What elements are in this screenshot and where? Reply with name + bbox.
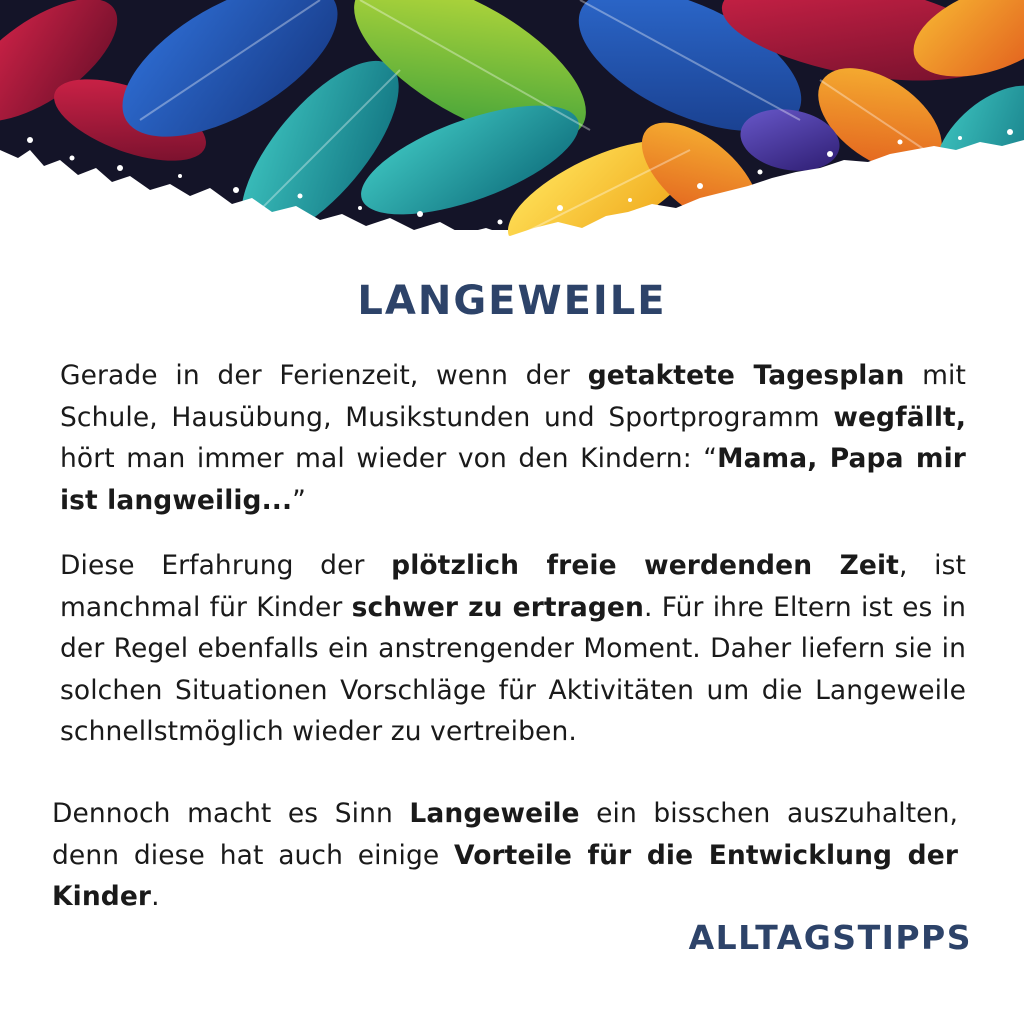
page-title: LANGEWEILE xyxy=(357,278,667,324)
leaves-banner xyxy=(0,0,1024,270)
intro-paragraph: Gerade in der Ferienzeit, wenn der getaktete Tagesplan mit Schule, Hausübung, Musikstunden und Sportprogramm wegfällt, hört man immer mal wieder von den Kindern: “Mama, Papa mir ist langweilig...” xyxy=(60,360,966,516)
colorful-leaves-illustration xyxy=(0,0,1024,270)
conclusion-paragraph: Dennoch macht es Sinn Langeweile ein bisschen auszuhalten, denn diese hat auch einige Vorteile für die Entwicklung der Kinder. xyxy=(52,798,959,912)
footer-label: ALLTAGSTIPPS xyxy=(688,918,972,957)
experience-paragraph: Diese Erfahrung der plötzlich freie werdenden Zeit, ist manchmal für Kinder schwer zu ertragen. Für ihre Eltern ist es in der Regel ebenfalls ein anstrengender Moment. Daher liefern sie in solchen Situationen Vorschläge für Aktivitäten um die Langeweile schnellstmöglich wieder zu vertreiben. xyxy=(60,550,966,747)
